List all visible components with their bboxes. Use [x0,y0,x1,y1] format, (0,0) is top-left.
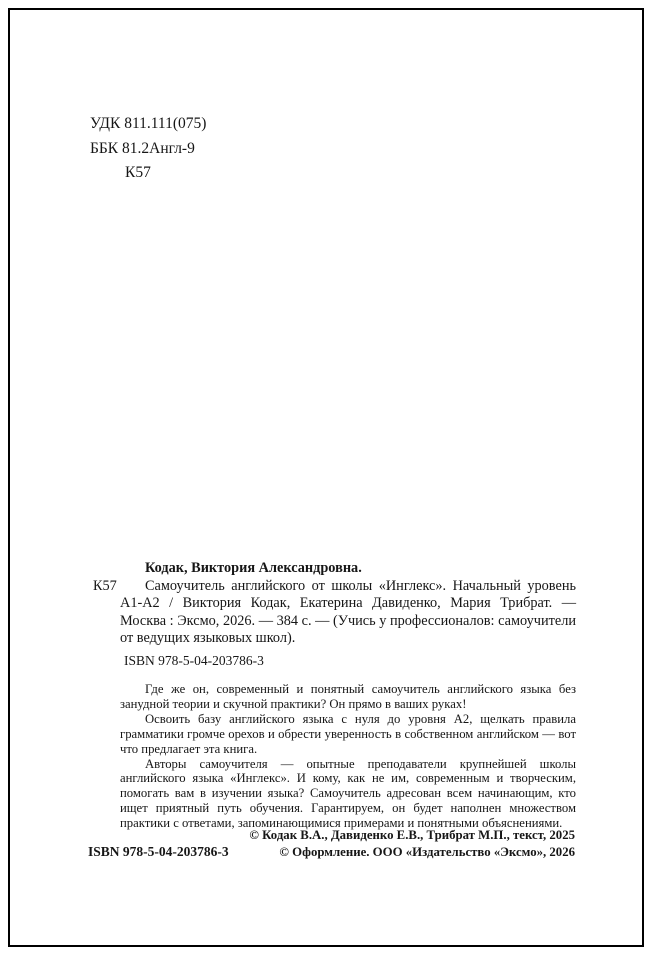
author-sign-code: К57 [125,164,151,181]
udk-line: УДК 811.111(075) [90,115,207,132]
copyright-text-line: © Кодак В.А., Давиденко Е.В., Трибрат М.П., текст, 2025 [249,828,575,842]
annotation-paragraph-2: Освоить базу английского языка с нуля до уровня A2, щелкать правила грамматики громче орехов и обрести уверенность в собственном английском — вот что предлагает эта книга. [120,711,576,756]
annotation-paragraph-3: Авторы самоучителя — опытные преподаватели крупнейшей школы английского языка «Инглекс». И кому, как не им, современным и творческим, помогать вам в изучении языка? Самоучитель адресован всем начинающим, кто ищет приятный путь обучения. Гарантируем, он будет наполнен множеством практики с ответами, запоминающимися примерами и понятными объяснениями. [120,756,576,831]
bibliographic-entry [93,560,576,669]
isbn-line: ISBN 978-5-04-203786-3 [124,652,264,668]
footer-isbn: ISBN 978-5-04-203786-3 [88,844,229,859]
annotation-block [120,682,576,831]
annotation-paragraph-1: Где же он, современный и понятный самоучитель английского языка без занудной теории и скучной практики? Он прямо в ваших руках! [120,682,576,711]
author-heading: Кодак, Виктория Александровна. [145,560,362,576]
bbk-line: ББК 81.2Англ-9 [90,139,195,157]
bib-margin-code: К57 [93,578,117,594]
copyright-block [249,827,575,860]
bib-description: Самоучитель английского от школы «Инглекс». Начальный уровень A1-A2 / Виктория Кодак, Екатерина Давиденко, Мария Трибрат. — Москва : Эксмо, 2026. — 384 с. — (Учись у профессионалов: самоучители от ведущих языковых школ). [120,577,576,646]
classification-block [90,112,206,186]
copyright-design-line: © Оформление. ООО «Издательство «Эксмо», 2026 [279,844,575,859]
